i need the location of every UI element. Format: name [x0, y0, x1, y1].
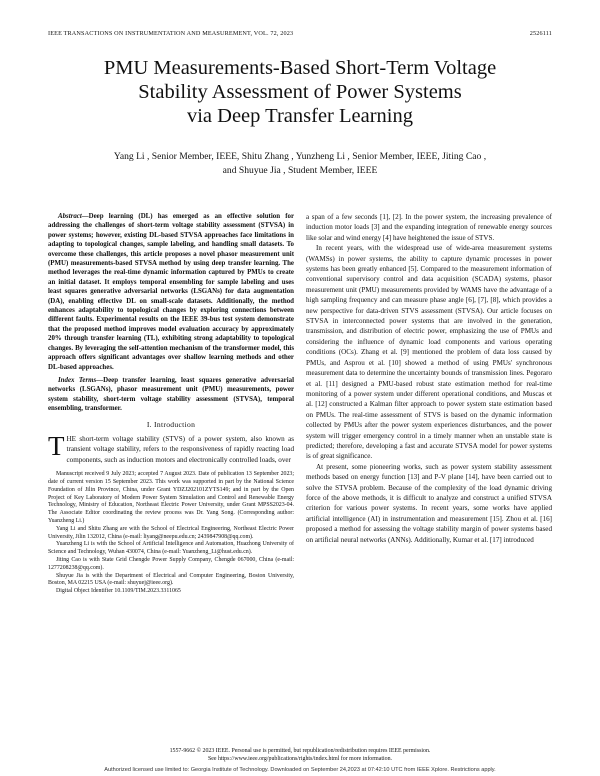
left-column	[48, 212, 294, 596]
title-line-1: PMU Measurements-Based Short-Term Voltage	[103, 57, 497, 79]
authors-line-1: Yang Li , Senior Member, IEEE, Shitu Zhang , Yunzheng Li , Senior Member, IEEE, Jiting Cao ,	[113, 151, 487, 162]
abstract	[48, 212, 294, 372]
footnote-affiliation-4: Shuyue Jia is with the Department of Electrical and Computer Engineering, Boston University, Boston, MA 02215 USA (e-mail: shuyuej@ieee.org).	[48, 572, 294, 587]
index-terms-label: Index Terms—	[58, 376, 104, 384]
paper-title	[40, 56, 560, 128]
page-number: 2526111	[529, 30, 552, 37]
copyright-footer	[48, 747, 552, 763]
author-list	[60, 150, 540, 178]
intro-paragraph	[48, 430, 294, 465]
license-notice: Authorized licensed use limited to: Georgia Institute of Technology. Downloaded on September 24,2023 at 07:42:10 UTC from IEEE Xplore. Restrictions apply.	[104, 767, 496, 773]
abstract-text: Deep learning (DL) has emerged as an effective solution for addressing the challenges of short-term voltage stability assessment (STVSA) in power systems; however, existing DL-based STVSA approaches face limitations in adapting to topological changes, sample labeling, and handling small datasets. To overcome these challenges, this article proposes a novel phasor measurement unit (PMU) measurements-based STVSA method by using deep transfer learning. The method leverages the real-time dynamic information captured by PMUs to create an initial dataset. It employs temporal ensembling for sample labeling and uses least squares generative adversarial networks (LSGANs) for data augmentation (DA), enabling effective DL on small-scale datasets. Additionally, the method enhances adaptability to topological changes by exploring connections between different faults. Experimental results on the IEEE 39-bus test system demonstrate that the proposed method improves model evaluation accuracy by approximately 20% through transfer learning (TL), exhibiting strong adaptability to topological changes. By leveraging the self-attention mechanism of the transformer model, this approach offers significant advantages over shallow learning methods and other DL-based approaches.	[48, 213, 294, 371]
footnote-doi: Digital Object Identifier 10.1109/TIM.2023.3311065	[56, 588, 181, 595]
footnote-affiliation-1: Yang Li and Shitu Zhang are with the School of Electrical Engineering, Northeast Electric Power University, Jilin 132012, China (e-mail: liyang@neepu.edu.cn; 2439847908@qq.com).	[48, 525, 294, 540]
authors-line-2: and Shuyue Jia , Student Member, IEEE	[222, 165, 378, 176]
copyright-line: 1557-9662 © 2023 IEEE. Personal use is permitted, but republication/redistribution requires IEEE permission.	[169, 748, 431, 754]
body-paragraph-2: In recent years, with the widespread use of wide-area measurement systems (WAMSs) in power systems, the ability to capture dynamic processes in power systems has been greatly enhanced [5]. Compared to the measurement information of conventional supervisory control and data acquisition (SCADA) systems, phasor measurement unit (PMU) measurements provided by WAMS have the advantage of a high sampling frequency and can measure phase angle [6], [7], [8], which provides a new perspective for data-driven STVS assessment (STVSA). Our article focuses on STVSA in interconnected power systems that are involved in the generation, transmission, and distribution of electric power, emphasizing the use of PMUs and considering the influence of dynamic load components and various operating conditions (OCs). Zhang et al. [9] mentioned the problem of data loss caused by PMUs, and Asprou et al. [10] showed a method of using PMUs' synchronous measurement data to determine the uncertainty bounds of transmission lines. Pegoraro et al. [11] designed a PMU-based robust state estimation method for real-time monitoring of a power system under different operational conditions, and Muscas et al. [12] constructed a Kalman filter approach to power system state estimation based on PMUs. The real-time assessment of STVS is based on the dynamic information collected by PMUs after the power system experiences disturbances, and the power system will trigger emergency control in a timely manner when an unstable state is predicted; therefore, developing a fast and accurate STVSA model for power systems is of great significance.	[306, 244, 552, 461]
body-paragraph-1: a span of a few seconds [1], [2]. In the power system, the increasing prevalence of induction motor loads [3] and the expanding integration of renewable energy sources like solar and wind energy [4] have heightened the issue of STVS.	[306, 213, 552, 242]
drop-cap: T	[48, 430, 65, 461]
footnote-affiliation-2: Yuanzheng Li is with the School of Artificial Intelligence and Automation, Huazhong University of Science and Technology, Wuhan 430074, China (e-mail: Yuanzheng_Li@hust.edu.cn).	[48, 541, 294, 556]
abstract-label: Abstract—	[58, 213, 89, 220]
right-column	[306, 212, 552, 545]
title-line-3: via Deep Transfer Learning	[186, 105, 413, 127]
intro-text: HE short-term voltage stability (STVS) of a power system, also known as transient voltage stability, refers to the responsiveness of rapidly reacting load components, such as induction motors and electronically controlled loads, over	[66, 434, 294, 464]
body-paragraph-3: At present, some pioneering works, such as power system stability assessment methods based on energy function [13] and P-V plane [14], have been carried out to solve the STVSA problem. Because of the complexity of the load dynamic driving force of the above methods, it is difficult to analyze and construct a unified STVSA criterion for various power systems. In recent years, some works have applied artificial intelligence (AI) in instrumentation and measurement [15]. Zhou et al. [16] proposed a method for assessing the voltage stability margin of power systems based on artificial neural networks (ANNs). Additionally, Kumar et al. [17] introduced	[306, 462, 552, 544]
title-line-2: Stability Assessment of Power Systems	[138, 81, 462, 103]
permissions-line: See https://www.ieee.org/publications/rights/index.html for more information.	[207, 756, 393, 762]
index-terms	[48, 376, 294, 414]
section-heading: I. Introduction	[146, 419, 196, 429]
footnote-affiliation-3: Jiting Cao is with State Grid Chengde Power Supply Company, Chengde 067000, China (e-mail: 1277208238@qq.com).	[48, 556, 294, 571]
footnote-manuscript: Manuscript received 9 July 2023; accepted 7 August 2023. Date of publication 13 September 2023; date of current version 15 September 2023. This work was supported in part by the National Science Foundation of Jilin Province, China, under Grant YDZJ202101ZYTS149; and in part by the Open Project of Key Laboratory of Modern Power System Simulation and Control and Renewable Energy Technology, Ministry of Education, Northeast Electric Power University, under Grant MPSS2023-04. The Associate Editor coordinating the review process was Dr. Yang Song. (Corresponding author: Yuanzheng Li.)	[48, 471, 294, 524]
index-terms-text: Deep transfer learning, least squares generative adversarial networks (LSGANs), phasor measurement unit (PMU) measurements, power system stability, short-term voltage stability assessment (STVSA), temporal ensembling, transformer.	[48, 376, 294, 413]
journal-header: IEEE TRANSACTIONS ON INSTRUMENTATION AND MEASUREMENT, VOL. 72, 2023	[48, 30, 294, 37]
